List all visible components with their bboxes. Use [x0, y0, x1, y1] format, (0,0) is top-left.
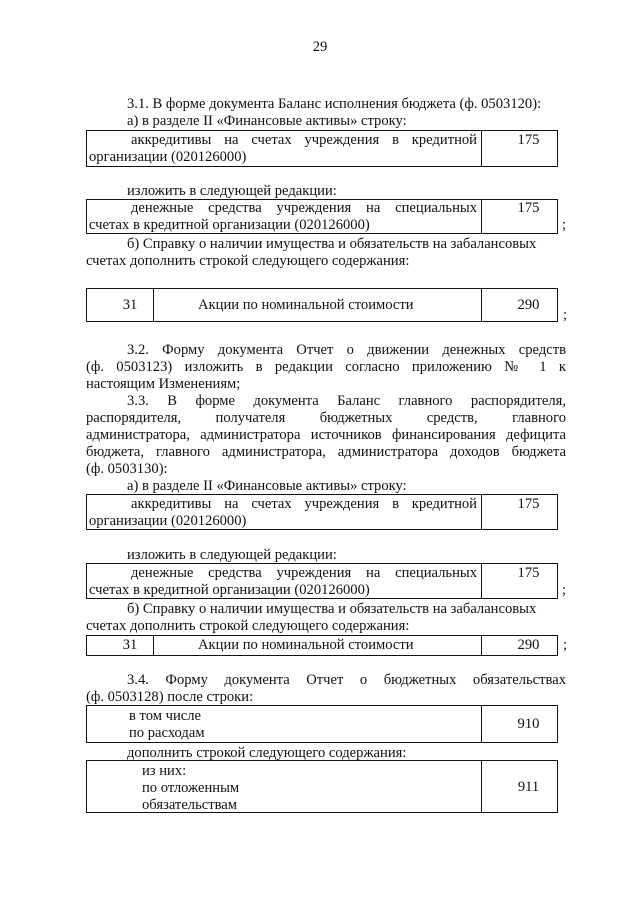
row-code: 175 — [517, 132, 540, 148]
table-row-name-cell — [87, 706, 481, 742]
section-3-3-item-b-line-2: счетах дополнить строкой следующего содержания: — [86, 618, 410, 634]
row-number: 31 — [122, 297, 138, 313]
table-row-code-cell — [481, 131, 557, 166]
row-name-line-2: по расходам — [129, 725, 205, 741]
table-row-code-cell — [481, 564, 557, 598]
semicolon: ; — [563, 307, 568, 323]
section-3-1-item-b-line-2: счетах дополнить строкой следующего содержания: — [86, 253, 410, 269]
table-row-name-cell — [87, 495, 481, 529]
section-3-3-item-a: а) в разделе II «Финансовые активы» строку: — [127, 478, 407, 494]
table-offbalance-row-1 — [86, 288, 558, 322]
section-3-3-line-4: бюджета, главного администратора, администратора доходов бюджета — [86, 444, 566, 460]
table-row-number-cell — [87, 289, 153, 321]
row-code: 911 — [517, 779, 540, 795]
table-offbalance-row-2 — [86, 635, 558, 656]
table-old-row-1 — [86, 130, 558, 167]
section-3-3-line-1: 3.3. В форме документа Баланс главного распорядителя, — [127, 393, 566, 409]
table-row-name-cell — [87, 761, 481, 812]
section-3-2-line-1: 3.2. Форму документа Отчет о движении денежных средств — [127, 342, 566, 358]
table-row-code-cell — [481, 761, 557, 812]
table-row-name-cell — [153, 636, 482, 655]
replace-instruction-1: изложить в следующей редакции: — [127, 183, 337, 199]
row-name-line-3: обязательствам — [142, 797, 237, 813]
replace-instruction-2: изложить в следующей редакции: — [127, 547, 337, 563]
section-3-1-item-b-line-1: б) Справку о наличии имущества и обязательств на забалансовых — [127, 236, 537, 252]
row-code: 175 — [517, 200, 540, 216]
row-number: 31 — [122, 637, 138, 653]
row-name-line-1: аккредитивы на счетах учреждения в кредитной — [131, 496, 477, 512]
row-name-line-2: организации (020126000) — [89, 513, 247, 529]
section-3-1-intro: 3.1. В форме документа Баланс исполнения бюджета (ф. 0503120): — [127, 96, 542, 112]
row-code: 290 — [517, 297, 540, 313]
semicolon: ; — [562, 217, 567, 233]
row-name-line-1: денежные средства учреждения на специальных — [131, 565, 477, 581]
row-name-line-2: организации (020126000) — [89, 149, 247, 165]
table-row-name-cell — [87, 564, 481, 598]
semicolon: ; — [563, 637, 568, 653]
table-row-name-cell — [153, 289, 482, 321]
row-code: 910 — [517, 716, 540, 732]
table-row-code-cell — [481, 706, 557, 742]
section-3-3-line-2: распорядителя, получателя бюджетных средств, главного — [86, 410, 566, 426]
table-row-code-cell — [481, 495, 557, 529]
row-code: 175 — [517, 496, 540, 512]
table-old-row-2 — [86, 494, 558, 530]
section-3-3-line-5: (ф. 0503130): — [86, 461, 168, 477]
table-expenses-row — [86, 705, 558, 743]
row-name-line-1: в том числе — [129, 708, 202, 724]
row-name-line-1: денежные средства учреждения на специальных — [131, 200, 477, 216]
section-3-2-line-2: (ф. 0503123) изложить в редакции согласно приложению № 1 к — [86, 359, 566, 375]
row-name-line-2: счетах в кредитной организации (020126000) — [89, 217, 370, 233]
section-3-4-line-1: 3.4. Форму документа Отчет о бюджетных обязательствах — [127, 672, 566, 688]
section-3-3-item-b-line-1: б) Справку о наличии имущества и обязательств на забалансовых — [127, 601, 537, 617]
table-row-code-cell — [481, 289, 557, 321]
table-row-name-cell — [87, 131, 481, 166]
semicolon: ; — [562, 582, 567, 598]
table-row-number-cell — [87, 636, 153, 655]
table-new-row-1 — [86, 199, 558, 234]
section-3-3-line-3: администратора, администратора источников финансирования дефицита — [86, 427, 566, 443]
row-code: 290 — [517, 637, 540, 653]
row-name-line-1: из них: — [142, 763, 187, 779]
row-name-line-2: по отложенным — [142, 780, 240, 796]
row-name-line-1: аккредитивы на счетах учреждения в кредитной — [131, 132, 477, 148]
row-name-line-2: счетах в кредитной организации (020126000) — [89, 582, 370, 598]
table-new-row-2 — [86, 563, 558, 599]
section-3-4-line-2: (ф. 0503128) после строки: — [86, 689, 254, 705]
table-row-code-cell — [481, 636, 557, 655]
row-name: Акции по номинальной стоимости — [198, 637, 414, 653]
table-row-code-cell — [481, 200, 557, 233]
table-row-name-cell — [87, 200, 481, 233]
table-deferred-row — [86, 760, 558, 813]
section-3-1-item-a: а) в разделе II «Финансовые активы» строку: — [127, 113, 407, 129]
section-3-2-line-3: настоящим Изменениям; — [86, 376, 241, 392]
add-instruction: дополнить строкой следующего содержания: — [127, 745, 407, 761]
row-code: 175 — [517, 565, 540, 581]
row-name: Акции по номинальной стоимости — [198, 297, 414, 313]
page-number: 29 — [312, 39, 328, 55]
